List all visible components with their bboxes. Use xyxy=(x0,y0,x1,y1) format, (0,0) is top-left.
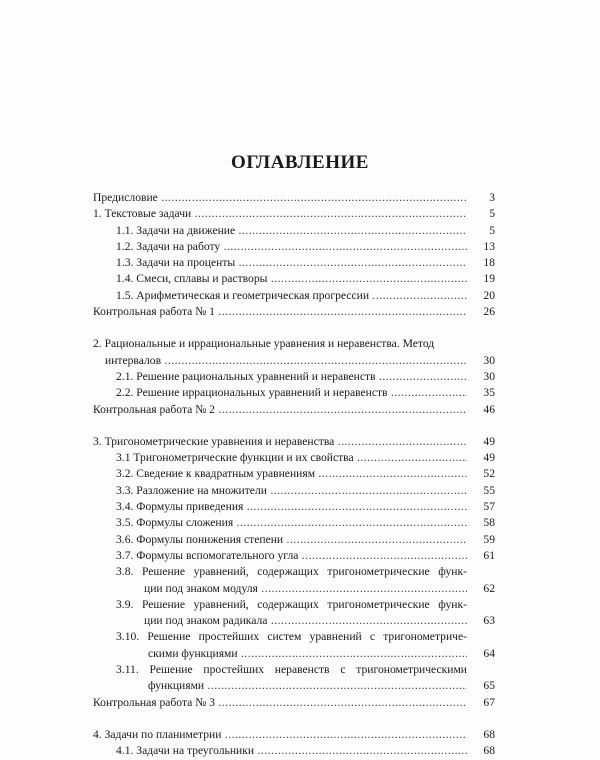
toc-entry-page: 59 xyxy=(467,532,495,548)
toc-entry xyxy=(93,288,495,304)
toc-entry-title-line: 3.10. Решение простейших систем уравнений с тригонометриче- xyxy=(116,630,467,644)
toc-entry xyxy=(93,727,495,743)
toc-entry-title: Предисловие ..... xyxy=(93,191,495,204)
toc-entry-page: 13 xyxy=(467,239,495,255)
toc-entry-page: 68 xyxy=(467,743,495,759)
toc-entry xyxy=(93,190,495,206)
toc-entry xyxy=(93,662,495,695)
toc-entry-page: 63 xyxy=(467,613,495,629)
toc-entry-title-line: 3.11. Решение простейших неравенств с тригонометрическими xyxy=(116,663,467,677)
toc-entry xyxy=(93,385,495,401)
toc-entry-title: 1.3. Задачи на проценты ..... xyxy=(116,256,495,269)
toc-entry xyxy=(93,402,495,418)
toc-entry-title: 3.4. Формулы приведения ..... xyxy=(116,500,495,513)
toc-entry xyxy=(93,499,495,515)
toc-entry-title: 2.2. Решение иррациональных уравнений и неравенств ..... xyxy=(116,386,495,399)
toc-entry-title: 3.7. Формулы вспомогательного угла ..... xyxy=(116,549,495,562)
toc-entry-page: 5 xyxy=(467,223,495,239)
toc-entry-page: 58 xyxy=(467,515,495,531)
toc-entry-title: 1.4. Смеси, сплавы и растворы ..... xyxy=(116,272,495,285)
toc-entry-page: 35 xyxy=(467,385,495,401)
toc-entry-page: 62 xyxy=(467,581,495,597)
toc-entry-title-continuation: ции под знаком модуля ..... xyxy=(116,582,467,595)
toc-entry-title: 3.2. Сведение к квадратным уравнениям ..... xyxy=(116,467,495,480)
section-gap xyxy=(93,320,495,336)
toc-entry-title-line: 3.8. Решение уравнений, содержащих тригонометрические функ- xyxy=(116,565,467,579)
toc-entry xyxy=(93,515,495,531)
toc-entry-page: 46 xyxy=(467,402,495,418)
toc-entry-title: 3.1 Тригонометрические функции и их свойства ..... xyxy=(116,451,495,464)
toc-entry xyxy=(93,483,495,499)
toc-entry xyxy=(93,743,495,759)
toc-entry-title-continuation: ции под знаком радикала ..... xyxy=(116,614,467,627)
toc-entry-page: 49 xyxy=(467,450,495,466)
toc-entry-page: 65 xyxy=(467,678,495,694)
toc-entry xyxy=(93,206,495,222)
table-of-contents xyxy=(93,190,495,760)
toc-entry xyxy=(93,564,495,597)
toc-entry-page: 30 xyxy=(467,353,495,369)
section-gap xyxy=(93,711,495,727)
toc-entry-page: 68 xyxy=(467,727,495,743)
toc-entry xyxy=(93,223,495,239)
toc-entry xyxy=(93,450,495,466)
toc-entry-page: 5 xyxy=(467,206,495,222)
toc-entry xyxy=(93,255,495,271)
toc-entry-page: 30 xyxy=(467,369,495,385)
toc-entry-title: 3.5. Формулы сложения ..... xyxy=(116,516,495,529)
toc-entry-title: 4.1. Задачи на треугольники ..... xyxy=(116,744,495,757)
toc-entry-title-line: 3.9. Решение уравнений, содержащих тригонометрические функ- xyxy=(116,597,467,611)
toc-entry-title: 2.1. Решение рациональных уравнений и неравенств ..... xyxy=(116,370,495,383)
toc-entry xyxy=(93,369,495,385)
toc-entry-title-continuation: интервалов ..... xyxy=(93,354,467,367)
toc-entry xyxy=(93,271,495,287)
toc-entry-page: 18 xyxy=(467,255,495,271)
toc-entry-title-continuation: скими функциями ..... xyxy=(116,647,467,660)
toc-entry-title-line: 2. Рациональные и иррациональные уравнения и неравенства. Метод xyxy=(93,337,435,351)
toc-entry-title: 1. Текстовые задачи ..... xyxy=(93,207,495,220)
toc-entry-page: 55 xyxy=(467,483,495,499)
toc-entry xyxy=(93,466,495,482)
toc-entry-page: 20 xyxy=(467,288,495,304)
toc-entry-title: 1.1. Задачи на движение ..... xyxy=(116,224,495,237)
toc-entry-title-continuation: функциями ..... xyxy=(116,679,467,692)
toc-entry-title: 4. Задачи по планиметрии ..... xyxy=(93,728,495,741)
toc-entry-page: 3 xyxy=(467,190,495,206)
toc-entry-page: 64 xyxy=(467,646,495,662)
toc-entry xyxy=(93,239,495,255)
toc-entry-page: 52 xyxy=(467,466,495,482)
toc-entry xyxy=(93,336,495,369)
toc-entry-title: 3.6. Формулы понижения степени ..... xyxy=(116,533,495,546)
toc-entry-title: 3.3. Разложение на множители ..... xyxy=(116,484,495,497)
toc-entry-page: 67 xyxy=(467,695,495,711)
toc-entry xyxy=(93,597,495,630)
section-gap xyxy=(93,418,495,434)
toc-entry-title: Контрольная работа № 2 ..... xyxy=(93,403,495,416)
toc-entry-page: 49 xyxy=(467,434,495,450)
toc-entry xyxy=(93,695,495,711)
toc-entry-title: 1.5. Арифметическая и геометрическая прогрессии ..... xyxy=(116,289,495,302)
toc-entry-page: 57 xyxy=(467,499,495,515)
toc-entry-title: 3. Тригонометрические уравнения и неравенства ..... xyxy=(93,435,495,448)
toc-entry xyxy=(93,532,495,548)
toc-entry xyxy=(93,629,495,662)
toc-entry xyxy=(93,548,495,564)
toc-entry xyxy=(93,434,495,450)
toc-entry-page: 26 xyxy=(467,304,495,320)
toc-entry-page: 19 xyxy=(467,271,495,287)
toc-entry xyxy=(93,304,495,320)
toc-entry-title: Контрольная работа № 3 ..... xyxy=(93,696,495,709)
toc-entry-page: 61 xyxy=(467,548,495,564)
page-title: ОГЛАВЛЕНИЕ xyxy=(231,152,369,173)
toc-entry-title: 1.2. Задачи на работу ..... xyxy=(116,240,495,253)
toc-entry-title: Контрольная работа № 1 ..... xyxy=(93,305,495,318)
